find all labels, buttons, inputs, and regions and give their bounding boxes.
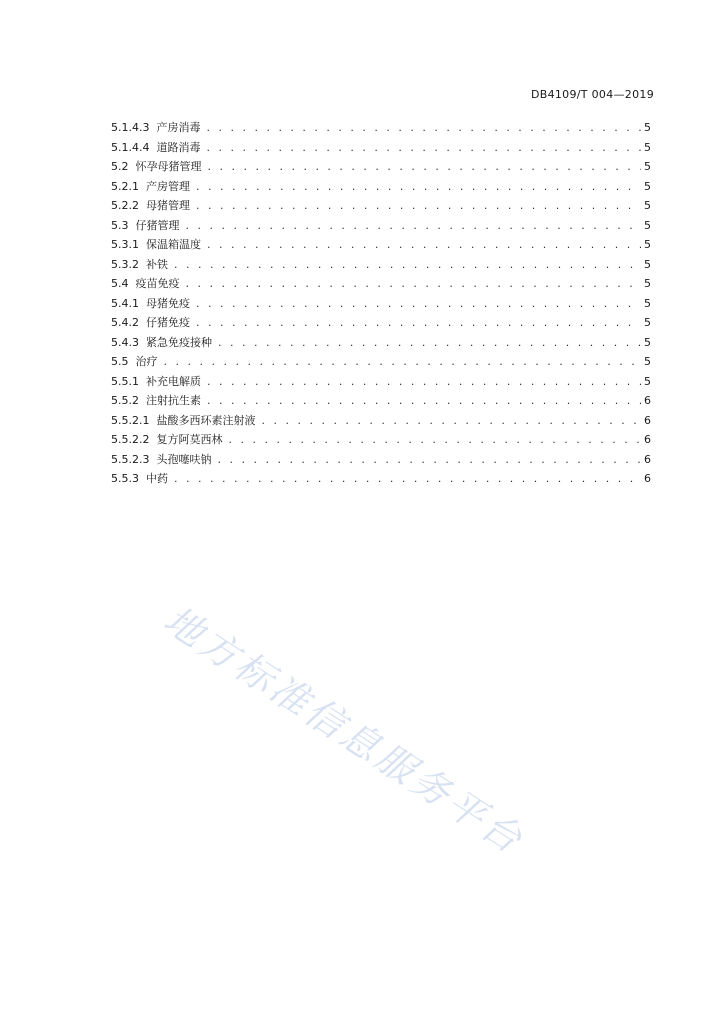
toc-entry-page: 6 (644, 413, 651, 427)
toc-entry-number: 5.5.2.2 (111, 433, 150, 446)
toc-dot-leader (207, 394, 641, 407)
toc-entry[interactable] (111, 178, 651, 198)
toc-entry-number: 5.5.3 (111, 472, 139, 485)
toc-entry[interactable] (111, 373, 651, 393)
document-code: DB4109/T 004—2019 (530, 88, 654, 101)
toc-entry-title: 保温箱温度 (146, 238, 201, 251)
toc-entry-page: 5 (644, 218, 651, 232)
toc-dot-leader (206, 121, 641, 134)
toc-entry[interactable] (111, 451, 651, 471)
toc-entry-title: 母猪管理 (146, 199, 190, 212)
toc-dot-leader (218, 336, 641, 349)
toc-entry[interactable] (111, 353, 651, 373)
toc-entry-page: 5 (644, 121, 651, 134)
watermark: 地方标准信息服务平台 (156, 597, 533, 864)
toc-entry-page: 5 (644, 179, 651, 193)
toc-entry-page: 6 (644, 452, 651, 466)
toc-entry-page: 5 (644, 257, 651, 271)
toc-dot-leader (196, 199, 641, 212)
toc-entry-number: 5.3.2 (111, 257, 139, 271)
toc-entry-page: 5 (644, 140, 651, 154)
toc-entry[interactable] (111, 392, 651, 412)
toc-entry[interactable] (111, 256, 651, 276)
toc-entry-title: 母猪免疫 (146, 296, 190, 310)
toc-entry-title: 仔猪免疫 (146, 316, 190, 329)
toc-entry-title: 产房管理 (146, 179, 190, 193)
toc-dot-leader (208, 160, 642, 173)
toc-entry-title: 道路消毒 (156, 140, 201, 154)
toc-entry-page: 6 (644, 394, 651, 407)
toc-entry-page: 5 (644, 316, 651, 329)
toc-entry[interactable] (111, 431, 651, 451)
toc-entry-number: 5.1.4.3 (111, 121, 150, 134)
toc-dot-leader (174, 258, 641, 271)
toc-entry-page: 5 (644, 335, 651, 349)
toc-entry-number: 5.3 (111, 218, 129, 232)
toc-entry-number: 5.4.2 (111, 316, 139, 329)
toc-entry-number: 5.5.1 (111, 374, 139, 388)
toc-entry-number: 5.3.1 (111, 238, 139, 251)
toc-entry-title: 中药 (146, 472, 168, 485)
toc-entry-title: 补铁 (146, 257, 168, 271)
toc-entry[interactable] (111, 275, 651, 295)
toc-dot-leader (206, 141, 641, 154)
toc-entry[interactable] (111, 314, 651, 334)
toc-entry-page: 5 (644, 199, 651, 212)
toc-entry-number: 5.2 (111, 160, 129, 173)
toc-entry-page: 5 (644, 238, 651, 251)
toc-entry-title: 注射抗生素 (146, 394, 201, 407)
toc-entry-number: 5.2.1 (111, 179, 139, 193)
toc-entry-title: 产房消毒 (156, 121, 201, 134)
toc-entry-page: 5 (644, 374, 651, 388)
toc-dot-leader (164, 355, 642, 368)
toc-entry[interactable] (111, 412, 651, 432)
toc-entry-page: 6 (644, 433, 651, 446)
toc-entry-number: 5.4 (111, 277, 129, 290)
toc-entry-number: 5.2.2 (111, 199, 139, 212)
toc-entry[interactable] (111, 119, 651, 139)
toc-entry-number: 5.5 (111, 355, 129, 368)
toc-entry-title: 怀孕母猪管理 (135, 160, 202, 173)
toc-entry[interactable] (111, 158, 651, 178)
toc-dot-leader (196, 316, 641, 329)
toc-entry[interactable] (111, 197, 651, 217)
toc-entry-number: 5.5.2.3 (111, 452, 150, 466)
toc-entry-title: 盐酸多西环素注射液 (156, 413, 256, 427)
toc-entry-title: 仔猪管理 (135, 218, 180, 232)
toc-entry-title: 疫苗免疫 (135, 277, 180, 290)
toc-entry-page: 5 (644, 160, 651, 173)
toc-entry-number: 5.5.2 (111, 394, 139, 407)
toc-entry-page: 5 (644, 296, 651, 310)
toc-entry-number: 5.1.4.4 (111, 140, 150, 154)
toc-entry[interactable] (111, 139, 651, 159)
toc-dot-leader (186, 219, 642, 232)
toc-dot-leader (217, 453, 641, 466)
toc-entry[interactable] (111, 470, 651, 490)
toc-entry-title: 补充电解质 (146, 374, 201, 388)
toc-dot-leader (228, 433, 641, 446)
toc-dot-leader (261, 414, 641, 427)
toc-entry[interactable] (111, 236, 651, 256)
toc-dot-leader (207, 238, 641, 251)
toc-entry-page: 5 (644, 277, 651, 290)
table-of-contents (111, 119, 651, 490)
toc-dot-leader (207, 375, 641, 388)
toc-entry-title: 治疗 (135, 355, 158, 368)
toc-entry-title: 头孢噻呋钠 (156, 452, 212, 466)
toc-entry-number: 5.5.2.1 (111, 413, 150, 427)
toc-dot-leader (174, 472, 641, 485)
toc-entry-number: 5.4.1 (111, 296, 139, 310)
toc-dot-leader (196, 180, 641, 193)
toc-entry-page: 6 (644, 472, 651, 485)
toc-entry-title: 紧急免疫接种 (146, 335, 212, 349)
toc-dot-leader (196, 297, 641, 310)
toc-entry[interactable] (111, 334, 651, 354)
toc-entry-title: 复方阿莫西林 (156, 433, 223, 446)
toc-entry[interactable] (111, 217, 651, 237)
toc-dot-leader (186, 277, 642, 290)
toc-entry[interactable] (111, 295, 651, 315)
toc-entry-page: 5 (644, 355, 651, 368)
toc-entry-number: 5.4.3 (111, 335, 139, 349)
